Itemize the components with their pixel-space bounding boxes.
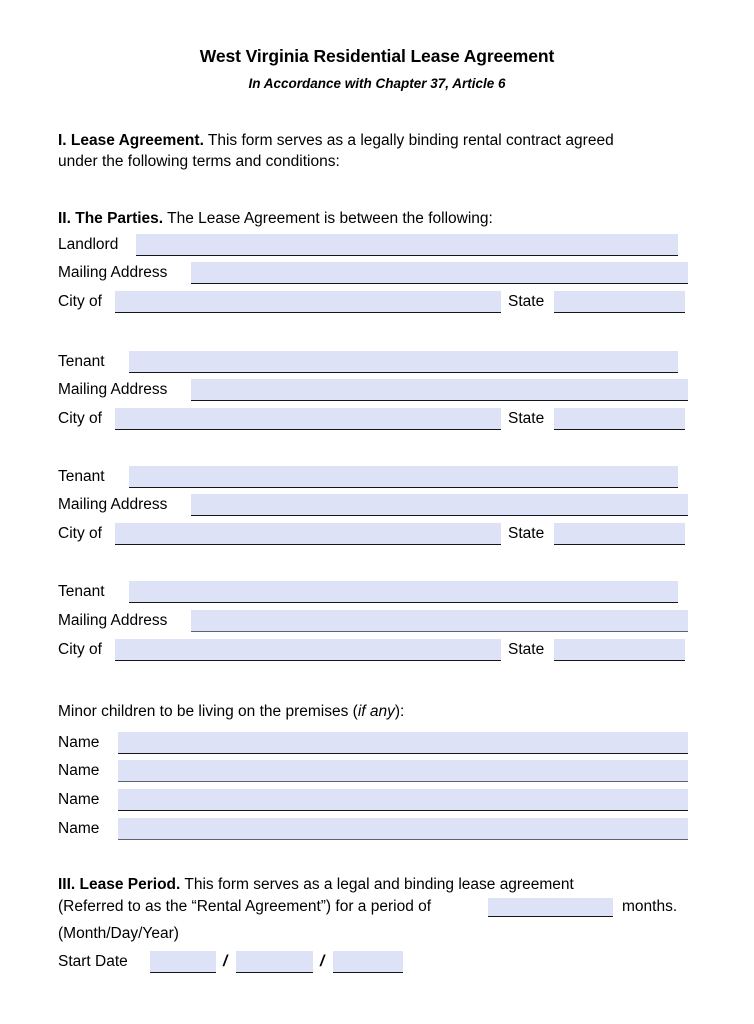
- tenant3-label: Tenant: [58, 583, 105, 600]
- tenant2-state-input[interactable]: [554, 523, 685, 545]
- tenant2-mailing-address-input[interactable]: [191, 494, 688, 516]
- minor-child-4-label: Name: [58, 820, 100, 837]
- party-row-tenant1-city-state: [58, 405, 690, 430]
- tenant2-label: Tenant: [58, 468, 105, 485]
- minor-children-prompt-after: ):: [394, 703, 405, 720]
- section-ii-heading-rest: The Lease Agreement is between the following:: [163, 210, 493, 227]
- section-lease-agreement-line1: [58, 130, 614, 151]
- start-date-day-input[interactable]: [236, 951, 313, 973]
- minor-child-2-label: Name: [58, 762, 100, 779]
- tenant3-name-input[interactable]: [129, 581, 678, 603]
- section-i-heading: I. Lease Agreement.: [58, 132, 204, 149]
- section-iii-line1-text: This form serves as a legal and binding lease agreement: [180, 876, 574, 893]
- minor-children-prompt: [58, 701, 404, 722]
- minor-child-3-input[interactable]: [118, 789, 688, 811]
- landlord-label: Landlord: [58, 236, 119, 253]
- section-iii-heading: III. Lease Period.: [58, 876, 181, 893]
- landlord-mailing-address-label: Mailing Address: [58, 264, 168, 281]
- section-ii-heading: II. The Parties.: [58, 210, 164, 227]
- tenant3-city-label: City of: [58, 641, 102, 658]
- party-row-landlord-name: [58, 231, 690, 256]
- minor-child-3-label: Name: [58, 791, 100, 808]
- section-i-line1-text: This form serves as a legally binding rental contract agreed: [203, 132, 614, 149]
- tenant2-city-input[interactable]: [115, 523, 501, 545]
- page-title: West Virginia Residential Lease Agreement: [199, 46, 555, 66]
- start-date-row: [58, 948, 458, 973]
- landlord-state-label: State: [508, 293, 545, 310]
- landlord-city-label: City of: [58, 293, 102, 310]
- start-date-month-input[interactable]: [150, 951, 216, 973]
- minor-child-row-3: [58, 786, 690, 811]
- tenant3-city-input[interactable]: [115, 639, 501, 661]
- tenant1-state-label: State: [508, 410, 545, 427]
- tenant3-mailing-address-label: Mailing Address: [58, 612, 168, 629]
- section-lease-period-line1: [58, 874, 574, 895]
- start-date-year-input[interactable]: [333, 951, 403, 973]
- party-row-tenant1-address: [58, 376, 690, 401]
- minor-child-2-input[interactable]: [118, 760, 688, 782]
- party-row-tenant2-city-state: [58, 520, 690, 545]
- landlord-state-input[interactable]: [554, 291, 685, 313]
- tenant1-name-input[interactable]: [129, 351, 678, 373]
- tenant1-mailing-address-input[interactable]: [191, 379, 688, 401]
- tenant3-state-input[interactable]: [554, 639, 685, 661]
- page-subtitle: In Accordance with Chapter 37, Article 6: [248, 76, 506, 91]
- section-lease-period-line2-before: (Referred to as the “Rental Agreement”) for a period of: [58, 898, 432, 915]
- minor-children-prompt-italic: if any: [357, 703, 395, 720]
- party-row-landlord-address: [58, 259, 690, 284]
- party-row-tenant3-address: [58, 607, 690, 632]
- section-parties-heading: [58, 208, 493, 229]
- landlord-name-input[interactable]: [136, 234, 678, 256]
- minor-child-row-2: [58, 757, 690, 782]
- minor-child-row-4: [58, 815, 690, 840]
- minor-child-1-input[interactable]: [118, 732, 688, 754]
- tenant2-mailing-address-label: Mailing Address: [58, 496, 168, 513]
- tenant1-state-input[interactable]: [554, 408, 685, 430]
- minor-child-1-label: Name: [58, 734, 100, 751]
- party-row-tenant1-name: [58, 348, 690, 373]
- tenant3-state-label: State: [508, 641, 545, 658]
- section-lease-period-line2-after: months.: [622, 898, 678, 915]
- start-date-separator-2: /: [320, 953, 325, 970]
- date-format-note: (Month/Day/Year): [58, 925, 179, 942]
- section-lease-agreement-line2: under the following terms and conditions:: [58, 153, 340, 170]
- tenant1-mailing-address-label: Mailing Address: [58, 381, 168, 398]
- start-date-label: Start Date: [58, 953, 128, 970]
- tenant1-label: Tenant: [58, 353, 105, 370]
- tenant2-name-input[interactable]: [129, 466, 678, 488]
- tenant3-mailing-address-input[interactable]: [191, 610, 688, 632]
- tenant1-city-input[interactable]: [115, 408, 501, 430]
- tenant1-city-label: City of: [58, 410, 102, 427]
- party-row-tenant2-address: [58, 491, 690, 516]
- lease-period-months-input[interactable]: [488, 898, 613, 917]
- party-row-tenant3-city-state: [58, 636, 690, 661]
- landlord-city-input[interactable]: [115, 291, 501, 313]
- party-row-tenant2-name: [58, 463, 690, 488]
- party-row-tenant3-name: [58, 578, 690, 603]
- minor-children-prompt-before: Minor children to be living on the premises (: [58, 703, 358, 720]
- party-row-landlord-city-state: [58, 288, 690, 313]
- tenant2-state-label: State: [508, 525, 545, 542]
- tenant2-city-label: City of: [58, 525, 102, 542]
- minor-child-4-input[interactable]: [118, 818, 688, 840]
- minor-child-row-1: [58, 729, 690, 754]
- start-date-separator-1: /: [223, 953, 228, 970]
- landlord-mailing-address-input[interactable]: [191, 262, 688, 284]
